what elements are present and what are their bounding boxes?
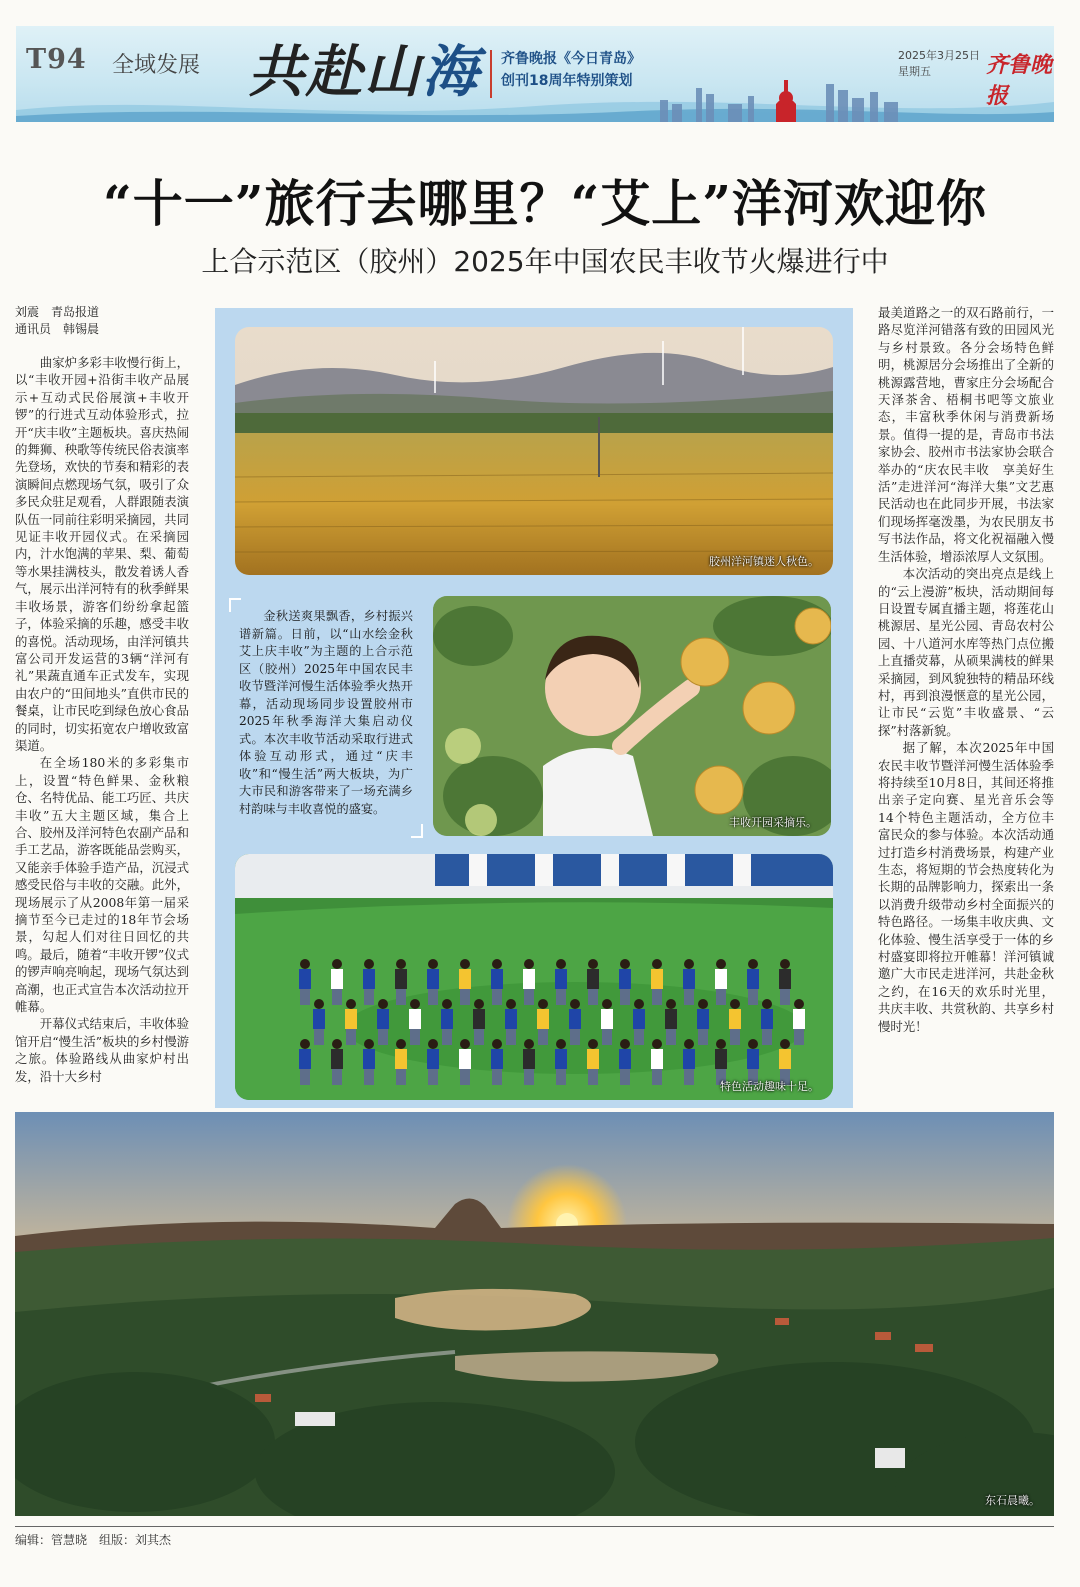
person-figure [555,1039,567,1085]
person-figure [761,999,773,1045]
person-figure [523,959,535,1005]
person-figure [459,959,471,1005]
editor-credits: 编辑：管慧晓 组版：刘其杰 [15,1533,172,1547]
person-figure [683,1039,695,1085]
person-figure [683,959,695,1005]
body-paragraph: 最美道路之一的双石路前行，一路尽览洋河错落有致的田园风光与乡村景致。各分会场特色鲜明，桃源居分会场推出了全新的桃源露营地，曹家庄分会场配合天泽茶舍、梧桐书吧等文旅业态，丰富秋季休闲与消费新场景。值得一提的是，青岛市书法家协会、胶州市书法家协会联合举办的“庆农民丰收 享美好生活”走进洋河“海洋大集”文艺惠民活动也在此同步开展，书法家们现场挥毫泼墨，为农民朋友书写书法作品，将文化祝福融入慢生活体验，增添浓厚人文氛围。 [878,305,1054,564]
person-figure [651,1039,663,1085]
person-figure [633,999,645,1045]
intro-quote-text: 金秋送爽果飘香，乡村振兴谱新篇。日前，以“山水绘金秋 艾上庆丰收”为主题的上合示范区（胶州）2025年中国农民丰收节暨洋河慢生活体验季火热开幕，活动现场同步设置胶州市2025年秋季海洋大集启动仪式。本次丰收节活动采取行进式体验互动形式，通过“庆丰收”和“慢生活”两大板块，为广大市民和游客带来了一场充满乡村韵味与丰收喜悦的盛宴。 [239,609,426,816]
person-figure [299,1039,311,1085]
article-headline: “十一”旅行去哪里？“艾上”洋河欢迎你 [102,174,988,233]
person-figure [299,959,311,1005]
autumn-fields-image [235,327,833,575]
body-paragraph: 在全场180米的多彩集市上，设置“特色鲜果、金秋粮仓、名特优品、能工巧匠、共庆丰收”五大主题区域，集合上合、胶州及洋河特色农副产品和手工艺品，游客既能品尝购买，又能亲手体验手造产品，沉浸式感受民俗与丰收的交融。此外，现场展示了从2008年第一届采摘节至今已走过的18年节会场景，勾起人们对往日回忆的共鸣。最后，随着“丰收开锣”仪式的锣声响亮响起，现场气氛达到高潮，也正式宣告本次活动拉开帷幕。 [15,755,189,1015]
issue-weekday: 星期五 [898,65,931,78]
special-title [248,28,480,108]
person-figure [491,1039,503,1085]
photo-group-activity [235,854,833,1100]
person-figure [537,999,549,1045]
apple-picking-image [433,596,831,836]
person-figure [601,999,613,1045]
byline-reporter: 刘震 青岛报道 [15,305,100,319]
group-activity-image [235,854,833,1100]
byline-correspondent: 通讯员 韩锡晨 [15,322,100,336]
photo-caption: 东石晨曦。 [985,1494,1040,1507]
header-divider [490,50,492,98]
issue-date-line: 2025年3月25日 [898,49,980,62]
person-figure [409,999,421,1045]
photo-panel [215,308,853,1108]
section-name: 全域发展 [112,53,201,78]
newspaper-logo: 齐鲁晚报 [986,52,1053,109]
photo-caption: 胶州洋河镇迷人秋色。 [709,555,819,568]
intro-quote-box [231,602,426,834]
right-text-column [878,304,1054,1110]
person-figure [523,1039,535,1085]
byline [15,304,99,338]
person-figure [587,959,599,1005]
sunrise-panorama-image [15,1112,1054,1516]
person-figure [747,959,759,1005]
person-figure [715,959,727,1005]
masthead-band [16,26,1054,122]
article-subheadline: 上合示范区（胶州）2025年中国农民丰收节火爆进行中 [201,245,889,278]
photo-apple-picking [433,596,831,836]
person-figure [651,959,663,1005]
special-title-part1: 共赴山 [248,39,422,105]
person-figure [363,1039,375,1085]
person-figure [619,959,631,1005]
person-figure [779,959,791,1005]
left-text-column [15,354,189,1110]
person-figure [729,999,741,1045]
city-skyline-illustration [656,74,916,122]
issue-date [898,48,980,80]
person-figure [331,959,343,1005]
photo-caption: 丰收开园采摘乐。 [729,816,817,829]
person-figure [313,999,325,1045]
body-paragraph: 本次活动的突出亮点是线上的“云上漫游”板块，活动期间每日设置专属直播主题，将莲花山桃源居、星光公园、青岛农村公园、十八道河水库等热门点位搬上直播荧幕，从硕果满枝的鲜果采摘园，到风貌独特的精品环线村，再到浪漫惬意的星光公园，让市民“云览”丰收盛景、“云探”村落新貌。 [878,566,1054,738]
photo-sunrise-panorama [15,1112,1054,1516]
photo-caption: 特色活动趣味十足。 [720,1080,819,1093]
person-figure [363,959,375,1005]
photo-autumn-fields [235,327,833,575]
person-figure [587,1039,599,1085]
person-figure [697,999,709,1045]
body-paragraph: 曲家炉多彩丰收慢行街上，以“丰收开园+沿街丰收产品展示+互动式民俗展演+丰收开锣”的行进式互动体验形式，拉开“庆丰收”主题板块。喜庆热闹的舞狮、秧歌等传统民俗表演率先登场，欢快的节奏和精彩的表演瞬间点燃现场气氛，吸引了众多民众驻足观看，人群跟随表演队伍一同前往彩明采摘园，共同见证丰收开园仪式。在采摘园内，汁水饱满的苹果、梨、葡萄等水果挂满枝头，散发着诱人香气，展示出洋河特有的秋季鲜果丰收场景，游客们纷纷拿起篮子，体验采摘的乐趣，感受丰收的喜悦。活动现场，由洋河镇共富公司开发运营的3辆“洋河有礼”果蔬直通车正式发车，实现由农户的“田间地头”直供市民的餐桌，让市民吃到绿色放心食品的同时，切实拓宽农户增收致富渠道。 [15,355,189,753]
footer-rule [15,1526,1054,1527]
person-figure [459,1039,471,1085]
person-figure [427,1039,439,1085]
person-figure [427,959,439,1005]
person-figure [491,959,503,1005]
person-figure [473,999,485,1045]
person-figure [331,1039,343,1085]
person-figure [395,959,407,1005]
body-paragraph: 开幕仪式结束后，丰收体验馆开启“慢生活”板块的乡村慢游之旅。体验路线从曲家炉村出发，沿十大乡村 [15,1016,189,1084]
person-figure [345,999,357,1045]
person-figure [793,999,805,1045]
header-subtitle [501,48,641,92]
person-figure [555,959,567,1005]
person-figure [377,999,389,1045]
header-subtitle-line2: 创刊18周年特别策划 [501,73,633,89]
special-title-part2: 海 [422,39,480,105]
page-number: T94 [26,44,87,75]
person-figure [665,999,677,1045]
person-figure [441,999,453,1045]
person-figure [619,1039,631,1085]
quote-bracket-close [411,824,423,838]
header-subtitle-line1: 齐鲁晚报《今日青岛》 [501,51,641,67]
person-figure [569,999,581,1045]
person-figure [395,1039,407,1085]
person-figure [505,999,517,1045]
body-paragraph: 据了解，本次2025年中国农民丰收节暨洋河慢生活体验季将持续至10月8日，其间还将推出亲子定向赛、星光音乐会等14个特色主题活动，全方位丰富民众的参与体验。本次活动通过打造乡村消费场景，构建产业生态，将短期的节会热度转化为长期的品牌影响力，探索出一条以消费升级带动乡村全面振兴的特色路径。一场集丰收庆典、文化体验、慢生活享受于一体的乡村盛宴即将拉开帷幕！洋河镇诚邀广大市民走进洋河，共赴金秋之约，在16天的欢乐时光里，共庆丰收、共赏秋韵、共享乡村慢时光！ [878,740,1054,1034]
